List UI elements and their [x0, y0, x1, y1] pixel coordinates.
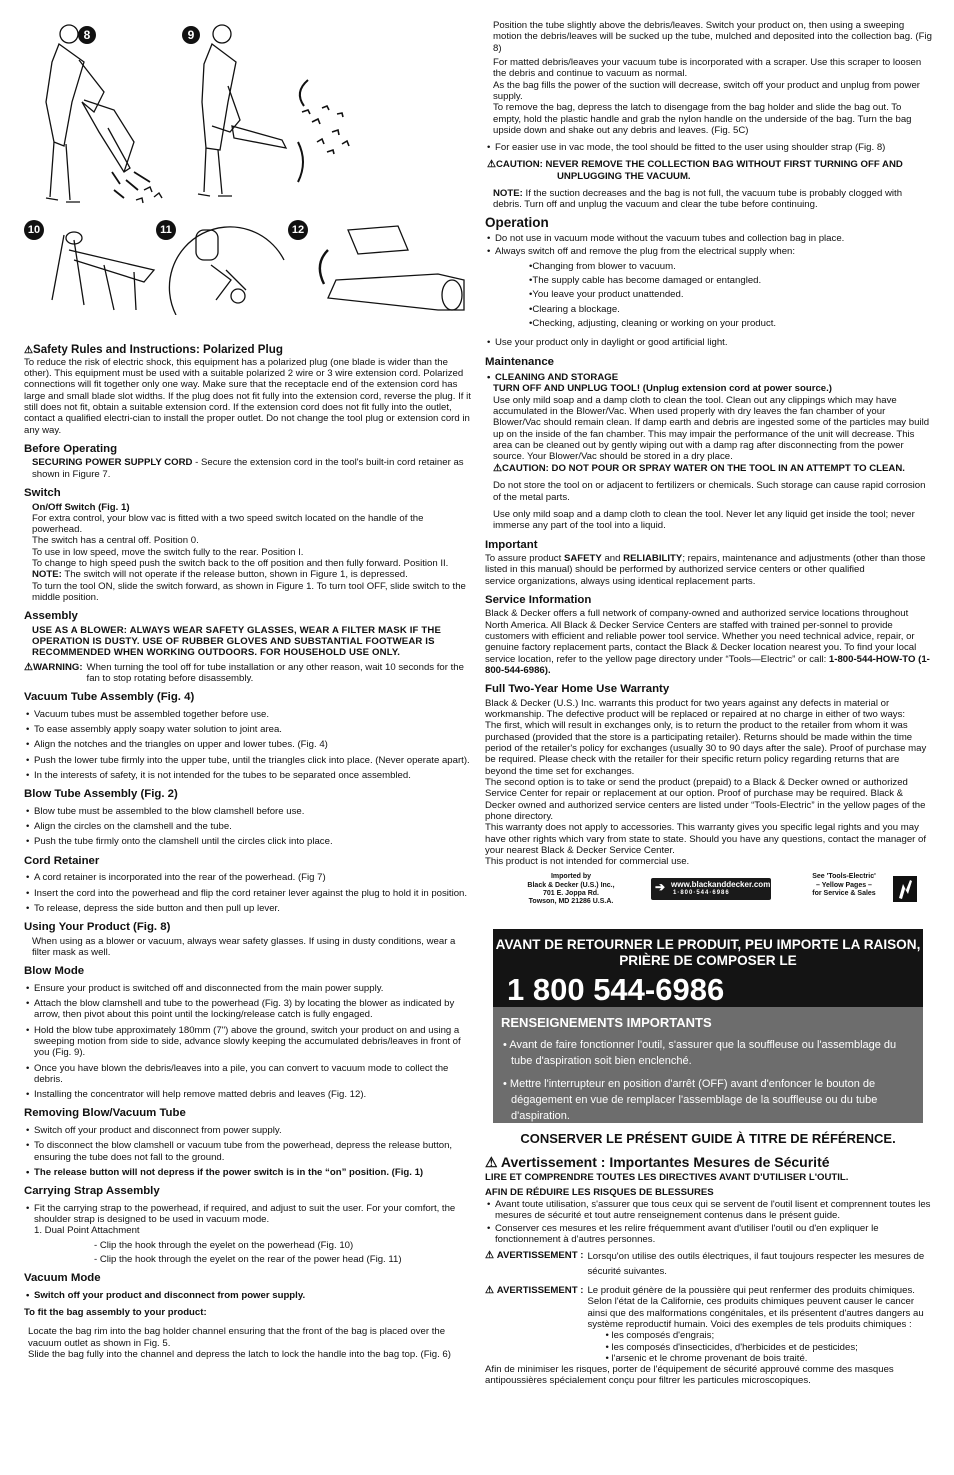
french-safety-title: Avertissement : Importantes Mesures de Sécurité: [500, 1153, 830, 1170]
list-item: • For easier use in vac mode, the tool should be fitted to the user using shoulder strap (Fig. 8): [485, 142, 932, 153]
left-column: [24, 0, 472, 1360]
vacuum-paragraph: As the bag fills the power of the suction will decrease, switch off your product and unplug from power supply.: [493, 79, 920, 102]
list-item: • Always switch off and remove the plug from the electrical supply when:: [485, 246, 932, 257]
important-info-title: RENSEIGNEMENTS IMPORTANTS: [501, 1015, 712, 1031]
warning-triangle-icon: ⚠: [485, 1250, 497, 1262]
important-text: [485, 553, 932, 576]
list-item: • Once you have blown the debris/leaves into a pile, you can convert to vacuum mode to collect the debris.: [24, 1063, 472, 1086]
warning-triangle-icon: ⚠: [493, 462, 502, 474]
list-item: • To release, depress the side button and then pull up lever.: [24, 903, 472, 914]
warning-text: When turning the tool off for tube installation or any other reason, wait 10 seconds for the fan to stop rotating before disassembly.: [86, 661, 464, 685]
reliability-word: RELIABILITY: [623, 553, 683, 565]
chemical-item: • l'arsenic et le chrome provenant de bois traité.: [605, 1352, 808, 1364]
warning-label-text: AVERTISSEMENT :: [496, 1284, 584, 1296]
vacuum-paragraph: To remove the bag, depress the latch to disengage from the bag holder and slide the bag out. To empty, hold the plastic handle and grab the nylon handle on the underside of the bag. Turn the bag upside down and shake out any debris and leaves. (Fig. 5C): [493, 102, 912, 136]
return-callout-box: [493, 929, 923, 1007]
sub-list-item: • You leave your product unattended.: [529, 289, 932, 300]
turn-off-label: TURN OFF AND UNPLUG TOOL! (Unplug extension cord at power source.): [493, 383, 832, 395]
see-line: – Yellow Pages –: [816, 881, 872, 889]
important-info-text: Avant de faire fonctionner l'outil, s'assurer que la souffleuse ou l'assemblage du tube d'aspiration soit bien enclenché.: [509, 1038, 897, 1067]
note-paragraph: [493, 188, 932, 211]
note-label: NOTE:: [493, 187, 523, 199]
figure-11-badge: [156, 220, 176, 240]
website-url: www.blackanddecker.com: [671, 880, 771, 890]
safety-word: SAFETY: [563, 553, 602, 565]
figure-9-illustration: [182, 22, 362, 222]
note-label: NOTE:: [32, 569, 62, 581]
sub-list-item: • Clearing a blockage.: [529, 304, 932, 315]
sub-list-item: • Changing from blower to vacuum.: [529, 261, 932, 272]
arrow-icon: ➔: [655, 880, 666, 895]
list-item: • Switch off your product and disconnect from power supply.: [24, 1125, 472, 1136]
warning-triangle-icon: ⚠: [487, 159, 496, 171]
switch-note: [32, 569, 472, 580]
vacuum-tube-heading: Vacuum Tube Assembly (Fig. 4): [24, 691, 195, 704]
chemical-item: • les composés d'insecticides, d'herbicides et de pesticides;: [605, 1341, 858, 1353]
figure-10-badge: [24, 220, 44, 240]
strap-clip: - Clip the hook through the eyelet on the powerhead (Fig. 10): [94, 1239, 354, 1251]
figure-8-number: 8: [83, 28, 91, 42]
list-item: • Insert the cord into the powerhead and flip the cord retainer lever against the plug to hold it in position.: [24, 888, 472, 899]
vacuum-paragraph: Position the tube slightly above the debris/leaves. Switch your product on, then using a sweeping motion the debris/leaves will be sucked up the tube, mulched and deposited into the collection bag. (Fig 8): [493, 20, 932, 54]
vacuum-continued: [493, 20, 932, 136]
vacuum-mode-text: Slide the bag fully into the channel and depress the latch to lock the handle into the bag top. (Fig. 6): [28, 1348, 451, 1360]
imported-line: Towson, MD 21286 U.S.A.: [528, 897, 614, 905]
sub-list-item: • The supply cable has become damaged or entangled.: [529, 275, 932, 286]
safety-title: Safety Rules and Instructions: Polarized Plug: [32, 343, 283, 356]
list-item: • Ensure your product is switched off and disconnected from the main power supply.: [24, 983, 472, 994]
list-item: • Vacuum tubes must be assembled together before use.: [24, 709, 472, 720]
fit-bag-label: To fit the bag assembly to your product:: [24, 1306, 207, 1318]
service-heading: Service Information: [485, 593, 592, 606]
service-text-part: Black & Decker offers a full network of company-owned and authorized service locations throughout North America. All Black & Decker Service Centers are staffed with trained per-sonnel to provide customers with efficient and reliable power tool service. Whether you need technical advice, repair, or genuine factory replacement parts, contact the Black & Decker location nearest you. To find your local service location, refer to the yellow page directory under “Tools—Electric” or call:: [485, 608, 917, 665]
important-info-text: Mettre l'interrupteur en position d'arrêt (OFF) avant d'enfoncer le bouton de dégagement en vue de remplacer l'assemblage de la souffleuse ou du tube d'aspiration.: [509, 1077, 878, 1122]
switch-subheading: On/Off Switch (Fig. 1): [32, 501, 130, 513]
see-line: for Service & Sales: [812, 889, 876, 897]
warning-text: Lorsqu'on utilise des outils électriques, il faut toujours respecter les mesures de sécurité suivantes.: [587, 1251, 925, 1277]
warning-label: [485, 1250, 587, 1279]
important-info-box: [493, 1007, 923, 1123]
important-info-item: • Mettre l'interrupteur en position d'arrêt (OFF) avant d'enfoncer le bouton de dégagement en vue de remplacer l'assemblage de la souffleuse ou du tube d'aspiration.: [503, 1077, 878, 1122]
switch-heading: Switch: [24, 487, 61, 500]
list-item: • Switch off your product and disconnect from power supply.: [24, 1290, 472, 1301]
warning-triangle-icon: ⚠: [485, 1284, 497, 1296]
using-product-text: When using as a blower or vacuum, always wear safety glasses. If using in dusty conditions, wear a filter mask as well.: [32, 935, 456, 958]
vacuum-paragraph: For matted debris/leaves your vacuum tube is incorporated with a scraper. Use this scraper to loosen the debris and continue to vacuum as normal.: [493, 56, 922, 80]
note-text: The switch will not operate if the release button, shown in Figure 1, is depressed.: [61, 569, 408, 581]
list-item: • The release button will not depress if the power switch is in the “on” position. (Fig. 1): [24, 1167, 472, 1178]
chemical-text: l'arsenic et le chrome provenant de bois traité.: [611, 1352, 808, 1364]
see-line: See 'Tools-Electric': [812, 873, 876, 881]
vacuum-mode-text: Locate the bag rim into the bag holder channel ensuring that the front of the bag is placed over the vacuum outlet as shown in Fig. 5.: [28, 1326, 446, 1349]
warning-text: Le produit génère de la poussière qui peut renfermer des produits chimiques.: [587, 1284, 915, 1296]
figure-12-badge: [288, 220, 308, 240]
list-item: • Blow tube must be assembled to the blow clamshell before use.: [24, 806, 472, 817]
list-item: • Fit the carrying strap to the powerhead, if required, and adjust to suit the user. For your comfort, the shoulder strap is designed to be used in vacuum mode.: [24, 1203, 472, 1226]
list-item: • Hold the blow tube approximately 180mm (7") above the ground, switch your product on and using a sweeping motion from side to side, advance slowly keeping the accumulated debris/leaves in front of you (Fig. 9).: [24, 1025, 472, 1059]
warranty-text: The second option is to take or send the product (prepaid) to a Black & Decker owned or authorized Service Center for repair or replacement at our option. Proof of purchase may be required. Black & Decker owned and authorized service centers are listed under “Tools-Electric” in the yellow pages of the phone directory.: [485, 776, 926, 822]
warning-label-text: WARNING:: [32, 661, 83, 673]
before-operating-text: [32, 457, 472, 480]
chemical-item: • les composés d'engrais;: [605, 1330, 715, 1342]
figure-9-badge: [182, 26, 200, 44]
figure-8-illustration: [24, 22, 174, 222]
important-heading: Important: [485, 538, 538, 551]
figure-11-illustration: [156, 220, 301, 315]
safety-heading: [24, 343, 472, 357]
french-safety-heading: [485, 1154, 932, 1171]
list-item: • A cord retainer is incorporated into the rear of the powerhead. (Fig 7): [24, 872, 472, 883]
warning-text: Selon l'état de la Californie, ces produits chimiques peuvent causer le cancer ainsi que des malformations congénitales, et ils présentent d'autres dangers au système reproductif humain. Voici des exemples de tels produits chimiques :: [587, 1296, 924, 1330]
list-item: • Align the notches and the triangles on upper and lower tubes. (Fig. 4): [24, 739, 472, 750]
removing-tube-heading: Removing Blow/Vacuum Tube: [24, 1107, 186, 1120]
safety-text: To reduce the risk of electric shock, this equipment has a polarized plug (one blade is wider than the other). This equipment must be used with a suitable polarized 2 wire or 3 wire extension cord. Polarized connections will fit together only one way. Make sure that the receptacle end of the extension cord has large and small blade slot widths. If the plug does not fit fully into the extension cord, reverse the plug. If it still does not fit, obtain a suitable extension cord. If the extension cord does not fit fully into the outlet, contact a qualified electri-cian to install the proper outlet. Do not change the tool plug or extension cord in any way.: [24, 356, 471, 436]
before-operating-heading: Before Operating: [24, 442, 118, 455]
list-item: • In the interests of safety, it is not intended for the tubes to be separated once assembled.: [24, 770, 472, 781]
important-text: service organizations, always using identical replacement parts.: [485, 575, 756, 587]
before-text: - Secure the extension cord in the tool's built-in cord retainer as shown in Figure 7.: [32, 457, 464, 480]
list-item: • Conserver ces mesures et les relire fréquemment avant d'utiliser l'outil ou d'en expliquer le fonctionnement à d'autres personnes.: [485, 1223, 932, 1246]
warranty-text: Black & Decker (U.S.) Inc. warrants this product for two years against any defects in material or workmanship. The defective product will be replaced or repaired at no charge in either of two ways:: [485, 697, 906, 721]
french-warning-1: [485, 1250, 932, 1279]
warranty-text: This product is not intended for commercial use.: [485, 856, 690, 868]
cleaning-storage-label: • CLEANING AND STORAGE: [485, 372, 932, 383]
warranty-text: This warranty does not apply to accessories. This warranty gives you specific legal rights and you may have other rights which vary from state to state. Should you have any questions, contact the manager of your nearest Black & Decker Service Center.: [485, 822, 927, 856]
vacuum-mode-heading: Vacuum Mode: [24, 1272, 101, 1285]
list-item: • To ease assembly apply soapy water solution to joint area.: [24, 724, 472, 735]
important-text-part: ; repairs, maintenance and adjustments (other than those listed in this manual) should be performed by authorized service centers or other qualified: [485, 553, 926, 576]
list-item: • Push the lower tube firmly into the upper tube, until the triangles click into place. (Never operate apart).: [24, 755, 472, 766]
warning-label-text: AVERTISSEMENT :: [496, 1250, 584, 1262]
return-callout-phone: 1 800 544-6986: [507, 972, 725, 1008]
chemical-text: les composés d'engrais;: [611, 1330, 715, 1342]
keep-guide-heading: CONSERVER LE PRÉSENT GUIDE À TITRE DE RÉFÉRENCE.: [520, 1131, 896, 1147]
maintenance-text: Use only mild soap and a damp cloth to clean the tool. Clean out any clippings which may have accumulated in the Blower/Vac. When used properly with dry leaves the fan chamber of your Blower/Vac should remain clean. If damp earth and debris are ingested some of the particles may build up on the inside of the fan chamber. This may impair the performance of the unit will decrease. This area can be cleaned out by gently wiping out with a damp rag after disconnecting from the power source. Your Blower/Vac should be stored in a dry place.: [493, 394, 930, 463]
important-info-item: • Avant de faire fonctionner l'outil, s'assurer que la souffleuse ou l'assemblage du tube d'aspiration soit bien enclenché.: [503, 1038, 897, 1067]
operation-sublist: [529, 261, 932, 330]
figure-area: [24, 0, 472, 315]
warning-row: [24, 662, 472, 685]
imported-line: Black & Decker (U.S.) Inc.,: [527, 881, 615, 889]
switch-line: To turn the tool ON, slide the switch forward, as shown in Figure 1. To turn tool OFF, slide switch to the middle position.: [32, 580, 466, 604]
warning-triangle-icon: ⚠: [485, 1153, 501, 1170]
list-item: • Use your product only in daylight or good artificial light.: [485, 337, 932, 348]
note-text: If the suction decreases and the bag is not full, the vacuum tube is probably clogged with debris. Turn off and unplug the vacuum and clear the tube before continuing.: [493, 187, 903, 210]
french-reduce-risk: AFIN DE RÉDUIRE LES RISQUES DE BLESSURES: [485, 1186, 714, 1198]
strap-point: 1. Dual Point Attachment: [34, 1225, 140, 1237]
list-item: • Attach the blow clamshell and tube to the powerhead (Fig. 3) by locating the blower as indicated by arrow, then pivot about this point until the locking/release catch is fully engaged.: [24, 998, 472, 1021]
caution-collection-bag: [485, 159, 932, 182]
warning-body: [587, 1285, 932, 1364]
switch-line: To use in low speed, move the switch fully to the rear. Position I.: [32, 546, 304, 558]
maintenance-heading: Maintenance: [485, 355, 554, 368]
figure-9-number: 9: [187, 28, 195, 42]
list-item: • Do not use in vacuum mode without the vacuum tubes and collection bag in place.: [485, 233, 932, 244]
chemical-text: les composés d'insecticides, d'herbicides et de pesticides;: [611, 1341, 858, 1353]
assembly-warning-text: USE AS A BLOWER: ALWAYS WEAR SAFETY GLASSES, WEAR A FILTER MASK IF THE OPERATION IS DUSTY. USE OF RUBBER GLOVES AND SUBSTANTIAL FOOTWEAR IS RECOMMENDED WHEN WORKING OUTDOORS. FOR HOUSEHOLD USE ONLY.: [32, 624, 442, 659]
warranty-heading: Full Two-Year Home Use Warranty: [485, 683, 670, 696]
yellow-pages-note: [799, 873, 889, 897]
list-item: • Push the tube firmly onto the clamshell until the circles click into place.: [24, 836, 472, 847]
strap-clip: - Clip the hook through the eyelet on the rear of the power head (Fig. 11): [94, 1253, 402, 1265]
figure-8-badge: [78, 26, 96, 44]
important-text-part: To assure product: [485, 553, 564, 565]
figure-12-number: 12: [291, 224, 305, 236]
service-text: [485, 608, 932, 676]
caution-text: CAUTION: NEVER REMOVE THE COLLECTION BAG WITHOUT FIRST TURNING OFF AND UNPLUGGING THE VACUUM.: [495, 159, 903, 183]
switch-line: To change to high speed push the switch back to the off position and then fully forward. Position II.: [32, 558, 449, 570]
list-item: • Align the circles on the clamshell and the tube.: [24, 821, 472, 832]
maintenance-text: Do not store the tool on or adjacent to fertilizers or chemicals. Such storage can cause rapid corrosion of the metal parts.: [493, 480, 926, 503]
imported-line: 701 E. Joppa Rd.: [542, 889, 600, 897]
figure-11-number: 11: [160, 224, 172, 236]
before-bold: SECURING POWER SUPPLY CORD: [32, 457, 193, 469]
figure-10-illustration: [24, 220, 164, 315]
warning-label: [485, 1285, 587, 1364]
blow-tube-heading: Blow Tube Assembly (Fig. 2): [24, 788, 178, 801]
imported-line: Imported by: [550, 873, 592, 881]
french-read-instructions: LIRE ET COMPRENDRE TOUTES LES DIRECTIVES AVANT D'UTILISER L'OUTIL.: [485, 1172, 849, 1184]
caution-water: [493, 463, 932, 475]
maintenance-text: Use only mild soap and a damp cloth to clean the tool. Never let any liquid get inside the tool; never immerse any part of the tool into a liquid.: [493, 508, 915, 532]
assembly-heading: Assembly: [24, 610, 78, 623]
footer-strip: [485, 873, 932, 915]
using-product-heading: Using Your Product (Fig. 8): [24, 921, 171, 934]
warranty-text: The first, which will result in exchanges only, is to return the product to the retailer from whom it was purchased (provided that the store is a participating retailer). Returns should be made within the time period of the retailer's policy for exchanges (usually 30 to 90 days after the sale). Proof of purchase may be required. Please check with the retailer for their specific return policy regarding returns that are beyond the time set for exchanges.: [485, 720, 927, 777]
chemical-list: [605, 1330, 932, 1364]
french-final-text: Afin de minimiser les risques, porter de l'équipement de sécurité approuvé comme des masques antipoussières spécialement conçu pour filtrer les particules microscopiques.: [485, 1364, 894, 1387]
french-warning-2: [485, 1285, 932, 1364]
list-item: • Avant toute utilisation, s'assurer que tous ceux qui se servent de l'outil lisent et comprennent toutes les mesures de sécurité et tout autre renseignement contenus dans le présent guide.: [485, 1199, 932, 1222]
caution-text: CAUTION: DO NOT POUR OR SPRAY WATER ON THE TOOL IN AN ATTEMPT TO CLEAN.: [501, 462, 905, 474]
website-badge[interactable]: [651, 878, 771, 900]
warning-triangle-icon: ⚠: [24, 345, 33, 356]
return-callout-title: AVANT DE RETOURNER LE PRODUIT, PEU IMPORTE LA RAISON, PRIÈRE DE COMPOSER LE: [495, 937, 921, 969]
carrying-strap-heading: Carrying Strap Assembly: [24, 1185, 160, 1198]
figure-10-number: 10: [27, 224, 41, 236]
switch-line: The switch has a central off. Position 0.: [32, 535, 199, 547]
cord-retainer-heading: Cord Retainer: [24, 854, 100, 867]
figure-12-illustration: [288, 220, 472, 315]
right-column: [485, 20, 932, 1387]
important-text-part: and: [601, 553, 624, 565]
walking-fingers-icon: [893, 876, 917, 902]
warning-label: [24, 662, 87, 685]
blow-mode-heading: Blow Mode: [24, 965, 85, 978]
service-phone: 1-800-544-HOW-TO (1-800-544-6986).: [485, 653, 930, 676]
switch-line: For extra control, your blow vac is fitted with a two speed switch located on the handle of the powerhead.: [32, 512, 424, 536]
switch-body: [32, 513, 472, 604]
list-item: • To disconnect the blow clamshell or vacuum tube from the powerhead, depress the release button, ensuring the tube does not fall to the ground.: [24, 1140, 472, 1163]
website-phone: 1·800·544·6986: [673, 890, 730, 897]
list-item: • Installing the concentrator will help remove matted debris and leaves (Fig. 12).: [24, 1089, 472, 1100]
warning-triangle-icon: ⚠: [24, 661, 33, 673]
sub-list-item: • Checking, adjusting, cleaning or working on your product.: [529, 318, 932, 329]
imported-by: [521, 873, 621, 905]
operation-heading: Operation: [485, 215, 549, 231]
